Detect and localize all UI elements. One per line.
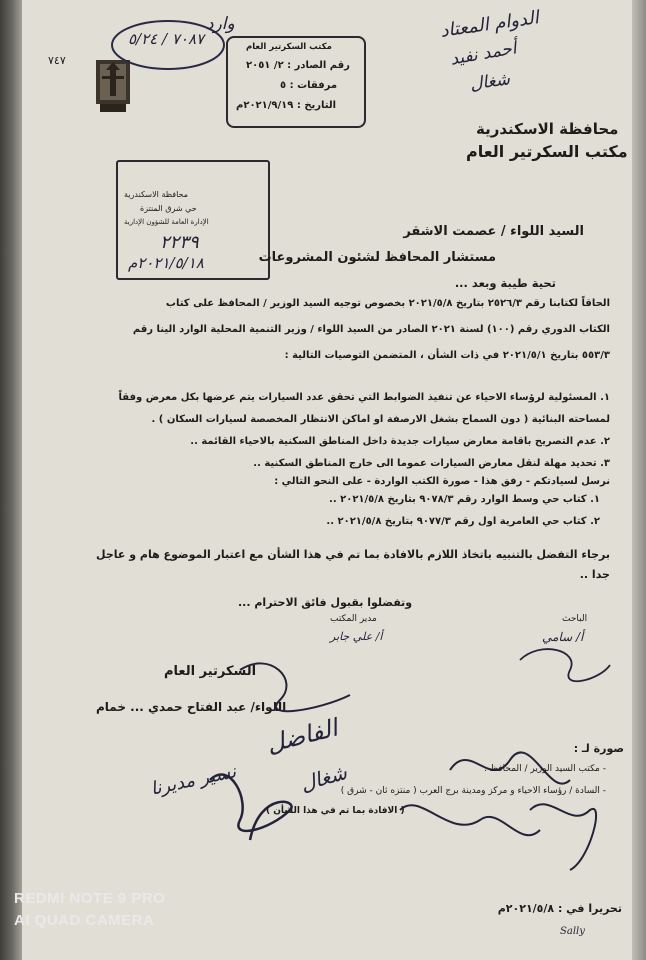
point-3: ٣. تحديد مهلة لنقل معارض السيارات عموما الى خارج المناطق السكنية .. — [253, 458, 610, 469]
stamp-title: مكتب السكرتير العام — [246, 42, 332, 52]
right-handwritten-note-2: أحمد نفيد — [448, 38, 519, 70]
stamp-ref: رقم الصادر : ٢/ ٢٠٥١ — [246, 60, 350, 71]
handwritten-note-3: نسير مديرنا — [148, 761, 238, 800]
footer-date: تحريرا في : ٢٠٢١/٥/٨م — [497, 902, 622, 915]
ref-2: ٢. كتاب حي العامرية اول رقم ٩٠٧٧/٣ بتاريخ ٢٠٢١/٥/٨ .. — [326, 516, 600, 527]
researcher-title: الباحث — [562, 614, 588, 624]
page-number: ٧٤٧ — [48, 54, 66, 67]
closing: وتفضلوا بقبول فائق الاحترام ... — [238, 596, 413, 609]
sg-name: اللواء/ عبد الفتاح حمدي ... خمام — [96, 700, 287, 714]
body-intro-line-3: ٥٥٣/٣ بتاريخ ٢٠٢١/٥/١ في ذات الشأن ، المتضمن التوصيات التالية : — [284, 350, 610, 361]
org-name: محافظة الاسكندرية — [476, 120, 619, 138]
stamp-date: التاريخ : ٢٠٢١/٩/١٩م — [236, 100, 337, 111]
handwritten-note-1: الفاضل — [263, 713, 341, 759]
ref-1: ١. كتاب حي وسط الوارد رقم ٩٠٧٨/٣ بتاريخ ٢٠٢١/٥/٨ .. — [329, 494, 600, 505]
org-office: مكتب السكرتير العام — [466, 142, 628, 161]
camera-watermark-model: REDMI NOTE 9 PRO — [14, 890, 166, 907]
body-intro-line-2: الكتاب الدوري رقم (١٠٠) لسنة ٢٠٢١ الصادر من السيد اللواء / وزير التنمية المحلية الوارد الينا رقم — [132, 324, 610, 335]
researcher-name: أ/ سامي — [542, 630, 584, 644]
circled-note: ٧٠٨٧ / ٥/٢٤ — [128, 30, 205, 48]
typist-name: Sally — [560, 926, 585, 937]
handwritten-note-2: شغال — [297, 759, 350, 797]
office-director-title: مدير المكتب — [330, 614, 377, 624]
body-intro-line-1: الحاقاً لكتابنا رقم ٢٥٢٦/٣ بتاريخ ٢٠٢١/٥/٨ بخصوص توجيه السيد الوزير / المحافظ على كتاب — [165, 298, 610, 309]
sg-title: السكرتير العام — [164, 664, 257, 679]
request-line-2: جدا .. — [579, 568, 610, 581]
request-line-1: برجاء التفضل بالتنبيه باتخاذ اللازم بالافادة بما تم في هذا الشأن مع اعتبار الموضوع هام و عاجل — [96, 548, 610, 561]
stamp-attachments: مرفقات : ٥ — [280, 80, 338, 91]
office-director-name: أ/ علي جابر — [330, 630, 383, 643]
addressee-name: السيد اللواء / عصمت الاشقر — [403, 224, 584, 239]
forward-line: نرسل لسيادتكم - رفق هذا - صورة الكتب الواردة - على النحو التالي : — [274, 476, 610, 487]
greeting: تحية طيبة وبعد ... — [454, 276, 556, 290]
point-1-cont: لمساحته البنائية ( دون السماح بشغل الارصفة او اماكن الانتظار المخصصة لسيارات السكان ) . — [151, 414, 610, 425]
copies-item-2: - السادة / رؤساء الاحياء و مركز ومدينة برج العرب ( منتزه ثان - شرق ) — [340, 786, 606, 796]
incoming-stamp-number: ٢٢٣٩ — [160, 232, 199, 253]
addressee-title: مستشار المحافظ لشئون المشروعات — [258, 250, 496, 265]
copies-item-1: - مكتب السيد الوزير / المحافظ . — [484, 764, 606, 774]
incoming-stamp-date: ٢٠٢١/٥/١٨م — [128, 254, 204, 272]
incoming-stamp-line-1: محافظة الاسكندرية — [124, 190, 189, 199]
point-2: ٢. عدم التصريح باقامة معارض سيارات جديدة داخل المناطق السكنية بالاحياء القائمة .. — [190, 436, 610, 447]
right-handwritten-note-3: شغال — [468, 69, 512, 95]
left-handwritten-note: وارد — [206, 14, 235, 34]
incoming-stamp-line-3: الإدارة العامة للشؤون الإدارية — [124, 218, 209, 226]
copies-header: صورة لـ : — [573, 742, 624, 755]
incoming-stamp-line-2: حي شرق المنتزة — [140, 204, 197, 213]
copies-action: ( الافادة بما تم في هذا الشأن ) — [266, 806, 405, 816]
camera-watermark-camera: AI QUAD CAMERA — [14, 912, 155, 929]
point-1: ١. المسئولية لرؤساء الاحياء عن تنفيذ الضوابط التي تحقق عدد السيارات يتم عرضها بكل معرض وفقاً — [118, 392, 610, 403]
right-handwritten-note-1: الدوام المعتاد — [439, 7, 540, 42]
